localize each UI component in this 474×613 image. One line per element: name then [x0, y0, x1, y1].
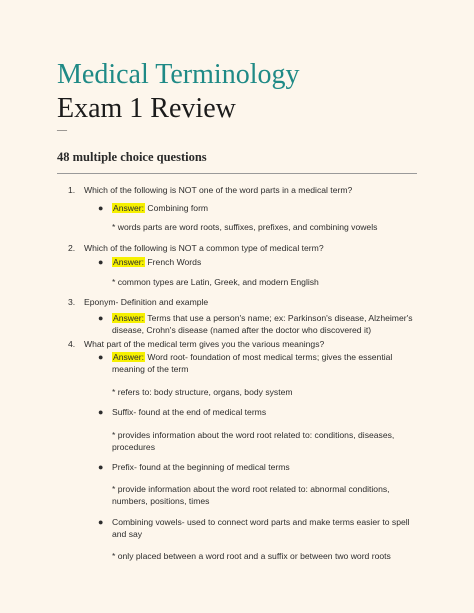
note-4-4: * only placed between a word root and a suffix or between two word roots — [112, 551, 391, 561]
bullet-icon: ● — [98, 203, 104, 213]
question-number: 3. — [68, 297, 76, 307]
note-1: * words parts are word roots, suffixes, prefixes, and combining vowels — [112, 222, 378, 232]
bullet-icon: ● — [98, 407, 104, 417]
answer-text: Combining form — [145, 203, 209, 213]
bullet-text: Prefix- found at the beginning of medical terms — [112, 462, 290, 472]
answer-label: Answer: — [113, 257, 145, 267]
bullet-text: Combining vowels- used to connect word parts and make terms easier to spell and say — [112, 517, 410, 540]
answer-text: French Words — [145, 257, 202, 267]
bullet-icon: ● — [98, 352, 104, 362]
answer-text: Word root- foundation of most medical terms; gives the essential meaning of the term — [112, 352, 393, 375]
divider — [57, 173, 417, 174]
bullet-icon: ● — [98, 462, 104, 472]
bullet-text: Suffix- found at the end of medical terms — [112, 407, 267, 417]
bullet-icon: ● — [98, 313, 104, 323]
question-text: Eponym- Definition and example — [84, 297, 209, 307]
answer-label: Answer: — [113, 352, 145, 362]
note-4-1: * refers to: body structure, organs, body system — [112, 387, 293, 397]
title-line-2: Exam 1 Review — [57, 93, 236, 124]
subtitle: 48 multiple choice questions — [57, 150, 207, 164]
bullet-icon: ● — [98, 517, 104, 527]
note-4-3: * provide information about the word root related to: abnormal conditions, numbers, positions, times — [112, 484, 390, 507]
note-4-2: * provides information about the word root related to: conditions, diseases, procedures — [112, 430, 395, 453]
answer-label: Answer: — [113, 313, 145, 323]
title-line-1: Medical Terminology — [57, 59, 300, 90]
note-2: * common types are Latin, Greek, and modern English — [112, 277, 319, 287]
question-number: 4. — [68, 339, 76, 349]
bullet-icon: ● — [98, 257, 104, 267]
title-dash: — — [57, 125, 67, 136]
question-text: What part of the medical term gives you the various meanings? — [84, 339, 325, 349]
answer-label: Answer: — [113, 203, 145, 213]
question-number: 2. — [68, 243, 76, 253]
question-text: Which of the following is NOT one of the word parts in a medical term? — [84, 185, 353, 195]
question-number: 1. — [68, 185, 76, 195]
question-text: Which of the following is NOT a common type of medical term? — [84, 243, 324, 253]
answer-text: Terms that use a person's name; ex: Parkinson's disease, Alzheimer's disease, Crohn's disease (named after the doctor who discovered it) — [112, 313, 413, 336]
